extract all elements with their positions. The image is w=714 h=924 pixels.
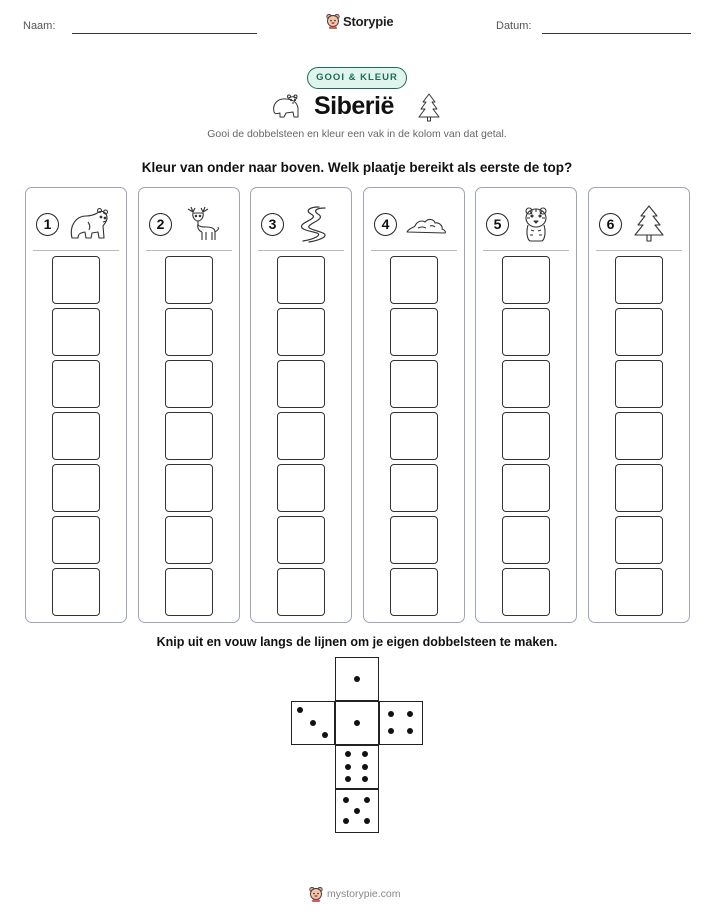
color-box[interactable] xyxy=(390,360,438,408)
color-box[interactable] xyxy=(165,256,213,304)
column-number: 4 xyxy=(374,213,397,236)
dice-instruction: Knip uit en vouw langs de lijnen om je eigen dobbelsteen te maken. xyxy=(156,635,558,649)
color-box[interactable] xyxy=(390,308,438,356)
color-box[interactable] xyxy=(502,464,550,512)
brand-logo xyxy=(326,13,393,29)
color-box[interactable] xyxy=(165,308,213,356)
color-box[interactable] xyxy=(277,412,325,460)
color-box[interactable] xyxy=(615,568,663,616)
color-box[interactable] xyxy=(52,412,100,460)
column-2 xyxy=(138,187,240,623)
column-divider xyxy=(33,250,119,251)
color-box[interactable] xyxy=(52,256,100,304)
die-pip xyxy=(322,732,328,738)
activity-badge: GOOI & KLEUR xyxy=(307,67,407,89)
die-face-3 xyxy=(291,701,335,745)
color-box[interactable] xyxy=(165,568,213,616)
color-box[interactable] xyxy=(165,516,213,564)
die-pip xyxy=(343,797,349,803)
bear-icon xyxy=(268,92,302,120)
storypie-bear-icon xyxy=(309,886,323,902)
die-pip xyxy=(364,797,370,803)
die-pip xyxy=(364,818,370,824)
column-header xyxy=(261,204,333,244)
column-number: 6 xyxy=(599,213,622,236)
column-header xyxy=(36,204,108,244)
color-box[interactable] xyxy=(165,412,213,460)
column-divider xyxy=(483,250,569,251)
brand-name: Storypie xyxy=(343,13,394,29)
storypie-bear-icon xyxy=(326,13,340,29)
color-box[interactable] xyxy=(277,256,325,304)
die-pip xyxy=(310,720,316,726)
color-box[interactable] xyxy=(52,568,100,616)
river-icon xyxy=(291,204,333,244)
die-face-1 xyxy=(335,701,379,745)
color-box[interactable] xyxy=(52,360,100,408)
color-box[interactable] xyxy=(502,516,550,564)
name-label: Naam: xyxy=(23,20,56,32)
die-pip xyxy=(354,720,360,726)
die-pip xyxy=(354,808,360,814)
die-pip xyxy=(388,711,394,717)
die-pip xyxy=(388,728,394,734)
die-face-6 xyxy=(335,745,379,789)
column-4 xyxy=(363,187,465,623)
die-pip xyxy=(362,764,368,770)
die-pip xyxy=(407,728,413,734)
column-header xyxy=(149,204,221,244)
pine-tree-icon xyxy=(629,204,671,244)
reindeer-icon xyxy=(179,204,221,244)
color-box[interactable] xyxy=(277,360,325,408)
die-pip xyxy=(354,676,360,682)
instruction: Kleur van onder naar boven. Welk plaatje bereikt als eerste de top? xyxy=(141,160,573,175)
die-pip xyxy=(345,776,351,782)
color-box[interactable] xyxy=(165,464,213,512)
footer-url: mystorypie.com xyxy=(327,888,401,900)
column-divider xyxy=(258,250,344,251)
color-box[interactable] xyxy=(502,568,550,616)
color-box[interactable] xyxy=(52,516,100,564)
color-box[interactable] xyxy=(615,412,663,460)
die-pip xyxy=(362,751,368,757)
column-divider xyxy=(371,250,457,251)
die-face-1 xyxy=(335,657,379,701)
color-box[interactable] xyxy=(277,516,325,564)
column-3 xyxy=(250,187,352,623)
color-box[interactable] xyxy=(165,360,213,408)
die-pip xyxy=(362,776,368,782)
die-pip xyxy=(297,707,303,713)
die-pip xyxy=(345,764,351,770)
color-box[interactable] xyxy=(615,464,663,512)
footer xyxy=(309,886,401,902)
color-box[interactable] xyxy=(615,360,663,408)
date-label: Datum: xyxy=(496,20,532,32)
die-pip xyxy=(407,711,413,717)
column-number: 5 xyxy=(486,213,509,236)
color-box[interactable] xyxy=(615,256,663,304)
color-box[interactable] xyxy=(390,256,438,304)
column-header xyxy=(486,204,558,244)
pine-tree-icon xyxy=(417,92,441,122)
column-5 xyxy=(475,187,577,623)
die-face-4 xyxy=(379,701,423,745)
die-pip xyxy=(345,751,351,757)
column-1 xyxy=(25,187,127,623)
column-divider xyxy=(146,250,232,251)
color-box[interactable] xyxy=(390,464,438,512)
color-box[interactable] xyxy=(277,568,325,616)
color-box[interactable] xyxy=(615,516,663,564)
bear-icon xyxy=(66,204,108,244)
column-number: 2 xyxy=(149,213,172,236)
page-title: Siberië xyxy=(314,92,394,120)
date-line xyxy=(542,33,691,34)
column-divider xyxy=(596,250,682,251)
die-face-5 xyxy=(335,789,379,833)
column-number: 3 xyxy=(261,213,284,236)
color-box[interactable] xyxy=(390,568,438,616)
snow-pile-icon xyxy=(404,204,446,244)
color-box[interactable] xyxy=(502,256,550,304)
color-box[interactable] xyxy=(52,308,100,356)
color-box[interactable] xyxy=(502,360,550,408)
color-box[interactable] xyxy=(390,412,438,460)
tiger-icon xyxy=(516,204,558,244)
die-pip xyxy=(343,818,349,824)
column-header xyxy=(374,204,446,244)
column-header xyxy=(599,204,671,244)
column-6 xyxy=(588,187,690,623)
color-box[interactable] xyxy=(390,516,438,564)
name-line xyxy=(72,33,257,34)
color-box[interactable] xyxy=(277,464,325,512)
color-box[interactable] xyxy=(615,308,663,356)
color-box[interactable] xyxy=(502,412,550,460)
subtitle: Gooi de dobbelsteen en kleur een vak in de kolom van dat getal. xyxy=(207,128,507,140)
color-box[interactable] xyxy=(502,308,550,356)
column-number: 1 xyxy=(36,213,59,236)
color-box[interactable] xyxy=(277,308,325,356)
color-box[interactable] xyxy=(52,464,100,512)
